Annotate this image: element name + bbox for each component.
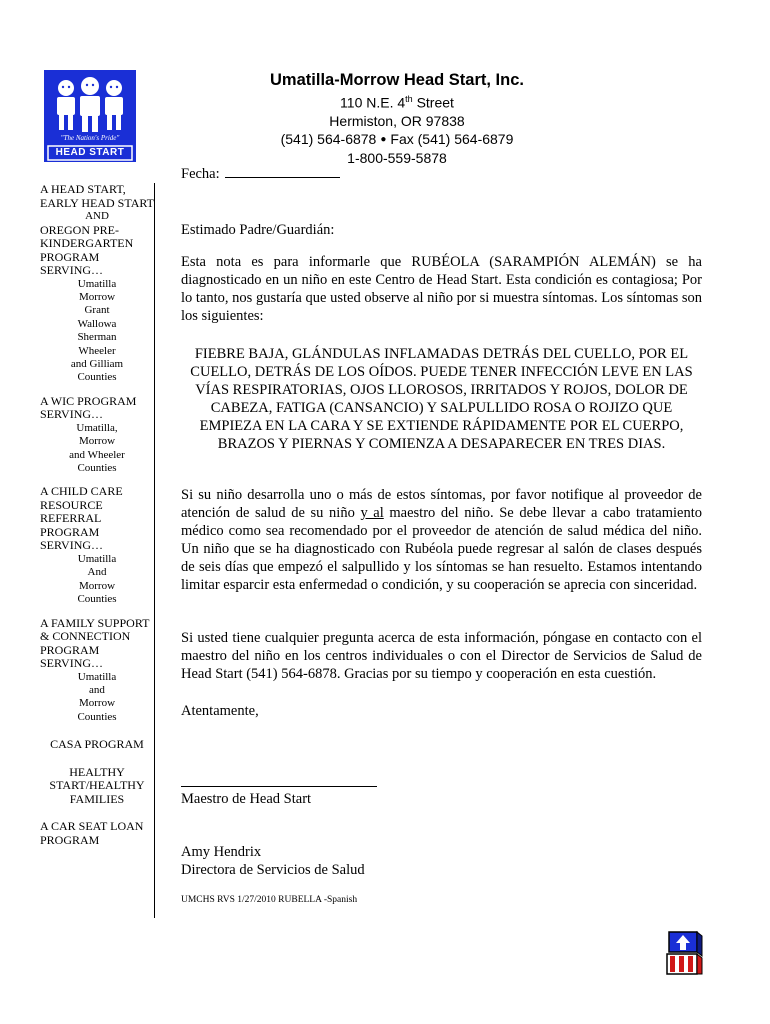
program-casa: CASA PROGRAM	[50, 737, 144, 752]
program-heading: A CHILD CARE RESOURCE REFERRAL PROGRAM SERVING…	[40, 484, 123, 553]
county: Umatilla	[77, 552, 117, 565]
county: And	[87, 566, 107, 579]
teacher-label: Maestro de Head Start	[181, 791, 312, 807]
county: Morrow	[78, 579, 116, 592]
county: Morrow	[78, 290, 116, 303]
county: Umatilla	[77, 277, 117, 290]
county: and	[89, 683, 105, 696]
logo-slogan: "The Nation's Pride"	[60, 134, 120, 142]
program-child-care	[40, 485, 154, 606]
bullet-icon: ●	[380, 133, 387, 145]
program-sidebar	[40, 183, 155, 918]
document-reference: UMCHS RVS 1/27/2010 RUBELLA -Spanish	[181, 895, 358, 905]
date-blank-line	[225, 165, 340, 178]
phone-fax	[232, 130, 562, 149]
county: Counties	[77, 710, 117, 723]
date-label: Fecha:	[181, 166, 220, 182]
program-and: AND	[85, 210, 109, 222]
county: and Gilliam	[70, 357, 124, 370]
county-list	[40, 671, 154, 725]
signature-line	[181, 786, 377, 787]
instructions-paragraph	[181, 486, 702, 594]
closing: Atentamente,	[181, 703, 259, 719]
toll-free-number: 1-800-559-5878	[347, 149, 447, 166]
program-car-seat: A CAR SEAT LOAN PROGRAM	[40, 819, 144, 847]
symptoms-paragraph: FIEBRE BAJA, GLÁNDULAS INFLAMADAS DETRÁS DEL CUELLO, POR EL CUELLO, DETRÁS DE LOS OÍDOS. PUEDE TENER INFECCIÓN LEVE EN LAS VÍAS RESPIRATORIAS, OJOS LLOROSOS, IRRITADOS Y ROJOS, DOLOR DE CABEZA, FATIGA (CANSANCIO) Y SALPULLIDO ROSA O ROJIZO QUE EMPIEZA EN LA CARA Y SE EXTIENDE RÁPIDAMENTE POR EL CUERPO, BRAZOS Y PIERNAS Y COMIENZA A DESAPARECER EN TRES DIAS.	[190, 346, 693, 452]
date-field	[181, 165, 340, 183]
organization-name: Umatilla-Morrow Head Start, Inc.	[270, 71, 524, 89]
program-heading-2: OREGON PRE-KINDERGARTEN PROGRAM SERVING…	[40, 222, 134, 277]
program-heading: A FAMILY SUPPORT & CONNECTION PROGRAM SERVING…	[40, 615, 150, 670]
county: Umatilla,	[76, 421, 118, 434]
county: Wheeler	[78, 344, 116, 357]
program-heading: A WIC PROGRAM SERVING…	[40, 393, 137, 422]
intro-paragraph: Esta nota es para informarle que RUBÉOLA (SARAMPIÓN ALEMÁN) se ha diagnosticado en un niño en este Centro de Head Start. Esta condición es contagiosa; Por lo tanto, nos gustaría que usted observe al niño por si muestra síntomas. Los síntomas son los siguientes:	[181, 254, 702, 324]
signer-title: Directora de Servicios de Salud	[181, 862, 365, 878]
instructions-text-2: maestro del niño. Se debe llevar a cabo tratamiento médico como sea recomendado por el proveedor de atención de salud médica del niño. Un niño que se ha diagnosticado con Rubéola puede regresar al salón de clases después de seis días que empezó el salpullido y los síntomas se han resuelto. Estamos intentando limitar esparcir esta enfermedad o condición, y su cooperación se aprecia con sinceridad.	[181, 505, 703, 593]
street-address	[232, 90, 562, 112]
county: Sherman	[77, 331, 117, 344]
county: Wallowa	[77, 317, 117, 330]
greeting: Estimado Padre/Guardián:	[181, 222, 335, 238]
county: Grant	[84, 304, 110, 317]
county: and Wheeler	[69, 448, 125, 461]
city-state-zip: Hermiston, OR 97838	[329, 112, 465, 129]
street-name: Street	[412, 94, 454, 111]
county-list	[40, 422, 154, 476]
county: Morrow	[78, 697, 116, 710]
logo-text: HEAD START	[55, 147, 125, 158]
program-healthy-start: HEALTHY START/HEALTHY FAMILIES	[49, 764, 145, 806]
fax-number: Fax (541) 564-6879	[390, 130, 514, 147]
street-number: 110 N.E. 4	[340, 94, 406, 111]
letterhead	[232, 70, 562, 167]
instructions-text-1: Si su niño desarrolla uno o más de estos síntomas, por favor notifique al proveedor de atención de salud de su niño	[181, 487, 702, 521]
phone-number: (541) 564-6878	[280, 130, 377, 147]
instructions-underlined: y al	[360, 505, 384, 521]
county: Counties	[77, 593, 117, 606]
county: Counties	[77, 461, 117, 474]
contact-paragraph: Si usted tiene cualquier pregunta acerca de esta información, póngase en contacto con el maestro del niño en los centros individuales o con el Director de Servicios de Salud de Head Start (541) 564-6878. Gracias por su tiempo y cooperación en esta cuestión.	[181, 630, 702, 682]
program-heading: A HEAD START, EARLY HEAD START	[40, 182, 154, 210]
program-wic	[40, 395, 154, 476]
street-suffix: th	[405, 94, 413, 104]
county: Umatilla	[77, 670, 117, 683]
head-start-block-icon	[664, 930, 704, 976]
county: Counties	[77, 371, 117, 384]
county-list	[40, 278, 154, 385]
program-family-support	[40, 617, 154, 725]
signer-name: Amy Hendrix	[181, 844, 262, 860]
county-list	[40, 553, 154, 607]
county: Morrow	[78, 435, 116, 448]
program-head-start	[40, 183, 154, 385]
head-start-logo	[44, 70, 136, 162]
